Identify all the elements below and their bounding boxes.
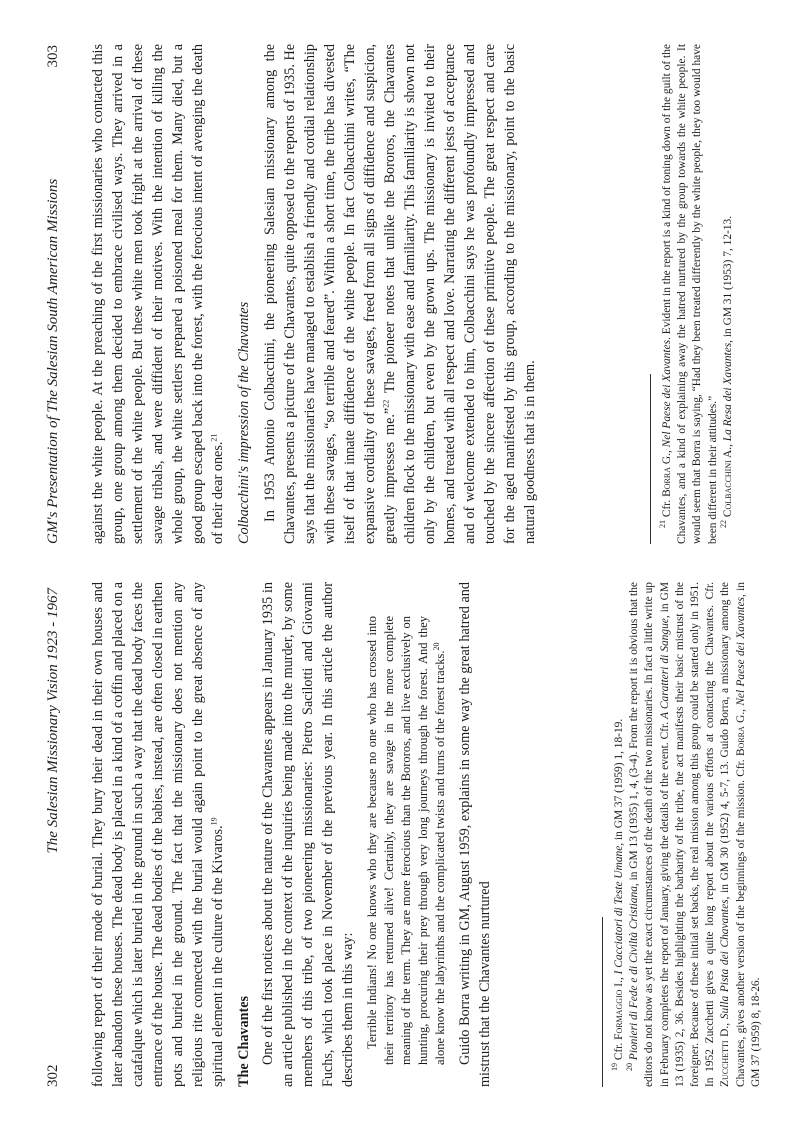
footnote-19: $^{19}$ Cfr. Formaggio I., I Cacciatori di Teste Umane, in GM 37 (1959) 1, 18-19.: [610, 718, 625, 1071]
paragraph: following report of their mode of burial. They bury their dead in their own houses and later abandon these houses. The dead body is placed in a kind of a coffin and placed on a catafalque which is later buried in the ground in such a way that the dead body faces the entrance of the house. The dead bodies of the babies, instead, are often closed in earthen pots and buried in the ground. The fact that the missionary does not mention any religious rite connected with the burial would again point to the great absence of any spiritual element in the culture of the Kivaros.$^{19}$: [90, 582, 226, 1087]
paragraph: One of the first notices about the nature of the Chavantes appears in January 1935 in an article published in the context of the inquiries being made into the murder, by some members of this tribe, of two pioneering missionaries: Pietro Sacilotti and Giovanni Fuchs, which took place in November of the previous year. In this article the author describes them in this way:: [260, 582, 356, 1087]
paragraph: Guido Borra writing in GM, August 1959, explains in some way the great hatred and mistrust that the Chavantes nurtured: [457, 582, 493, 1087]
running-title: GM's Presentation of The Salesian South American Missions: [45, 178, 61, 544]
block-quote: Terrible Indians! No one knows who they are because no one who has crossed into their territory has returned alive! Certainly, they are savage in the more complete meaning of the term. They are more ferocious than the Bororos, and live exclusively on hunting, procuring their prey through very long journeys through the forest. And they alone know the labyrinths and the complicated twists and turns of the forest tracks.$^{20}$: [365, 616, 447, 1065]
page-302: [0, 562, 793, 1123]
footnote-rule: [602, 917, 603, 1087]
body-text: [88, 44, 540, 544]
page-number: 303: [45, 45, 61, 68]
body-text: [88, 582, 495, 1087]
paragraph: against the white people. At the preaching of the first missionaries who contacted this group, one group among them decided to embrace civilised ways. They arrived in a settlement of the white people. But these white men took fright at the arrival of these savage tribals, and were diffident of their motives. With the intention of killing the whole group, the white settlers prepared a poisoned meal for them. Many died, but a good group escaped back into the forest, with the ferocious intent of avenging the death of their dear ones.$^{21}$: [90, 44, 226, 544]
paragraph: In 1953 Antonio Colbacchini, the pioneering Salesian missionary among the Chavantes, presents a picture of the Chavantes, quite opposed to the reports of 1935. He says that the missionaries have managed to establish a friendly and cordial relationship with these savages, “so terrible and feared”. Within a short time, the tribe has divested itself of that innate diffidence of the white people. In fact Colbacchini writes, “The expansive cordiality of these savages, freed from all signs of diffidence and suspicion, greatly impresses me.”$^{22}$ The pioneer notes that unlike the Bororos, the Chavantes children flock to the missionary with ease and familiarity. This familiarity is shown not only by the children, but even by the grown ups. The missionary is invited to their homes, and treated with all respect and love. Narrating the different jests of acceptance and of welcome extended to him, Colbacchini says he was profoundly impressed and touched by the sincere affection of these primitive people. The great respect and care for the aged manifested by this group, according to the missionary, point to the basic natural goodness that is in them.: [262, 44, 538, 544]
footnote-20: $^{20}$ Pionieri di Fede e di Civiltà Cristiana, in GM 13 (1935) 1, 4, (3-4). From the report it is obvious that the editors do not know as yet the exact circumstances of the death of the two missionaries. In fact a little write up in February completes the report of January, giving the details of the event. Cfr. A Caratteri di Sangue, in GM 13 (1935) 2, 36. Besides highlighting the barbarity of the tribe, the act manifests their basic mistrust of the foreigner. Because of these initial set backs, the real mission among this group could be started only in 1951. In 1952 Zucchetti gives a quite long report about the various efforts at contacting the Chavantes. Cfr. Zucchetti D., Sulla Pista dei Chavantes, in GM 30 (1952) 4, 5-7, 13. Guido Borra, a missionary among the Chavantes, gives another version of the beginnings of the mission. Cfr. Borra G., Nel Paese dei Xavantes, in GM 37 (1959) 8, 18-26.: [625, 582, 762, 1087]
footnote-21: $^{21}$ Cfr. Borra G., Nel Paese dei Xavantes. Evident in the report is a kind of toning down of the guilt of the Chavantes, and a kind of explaining away the hatred nurtured by the group towards the white people. It would seem that Borra is saying, “Had they been treated differently by the white people, they too would have been different in their attitudes.”: [658, 44, 719, 544]
section-heading: The Chavantes: [236, 995, 252, 1087]
footnotes: [660, 44, 736, 544]
footnote-ref: 20: [431, 642, 441, 651]
footnote-ref: 19: [209, 817, 219, 826]
section-heading: Colbacchini's impression of the Chavantes: [236, 301, 252, 544]
running-title: The Salesian Missionary Vision 1923 - 1967: [45, 588, 61, 854]
footnote-rule: [650, 374, 651, 544]
footnotes: [612, 582, 764, 1087]
page-number: 302: [45, 1064, 61, 1087]
footnote-ref: 22: [381, 399, 391, 408]
footnote-ref: 21: [209, 433, 219, 442]
footnote-22: $^{22}$ Colbacchini A., La Resa dei Xavantes, in GM 31 (1953) 7, 12-13.: [719, 215, 734, 528]
